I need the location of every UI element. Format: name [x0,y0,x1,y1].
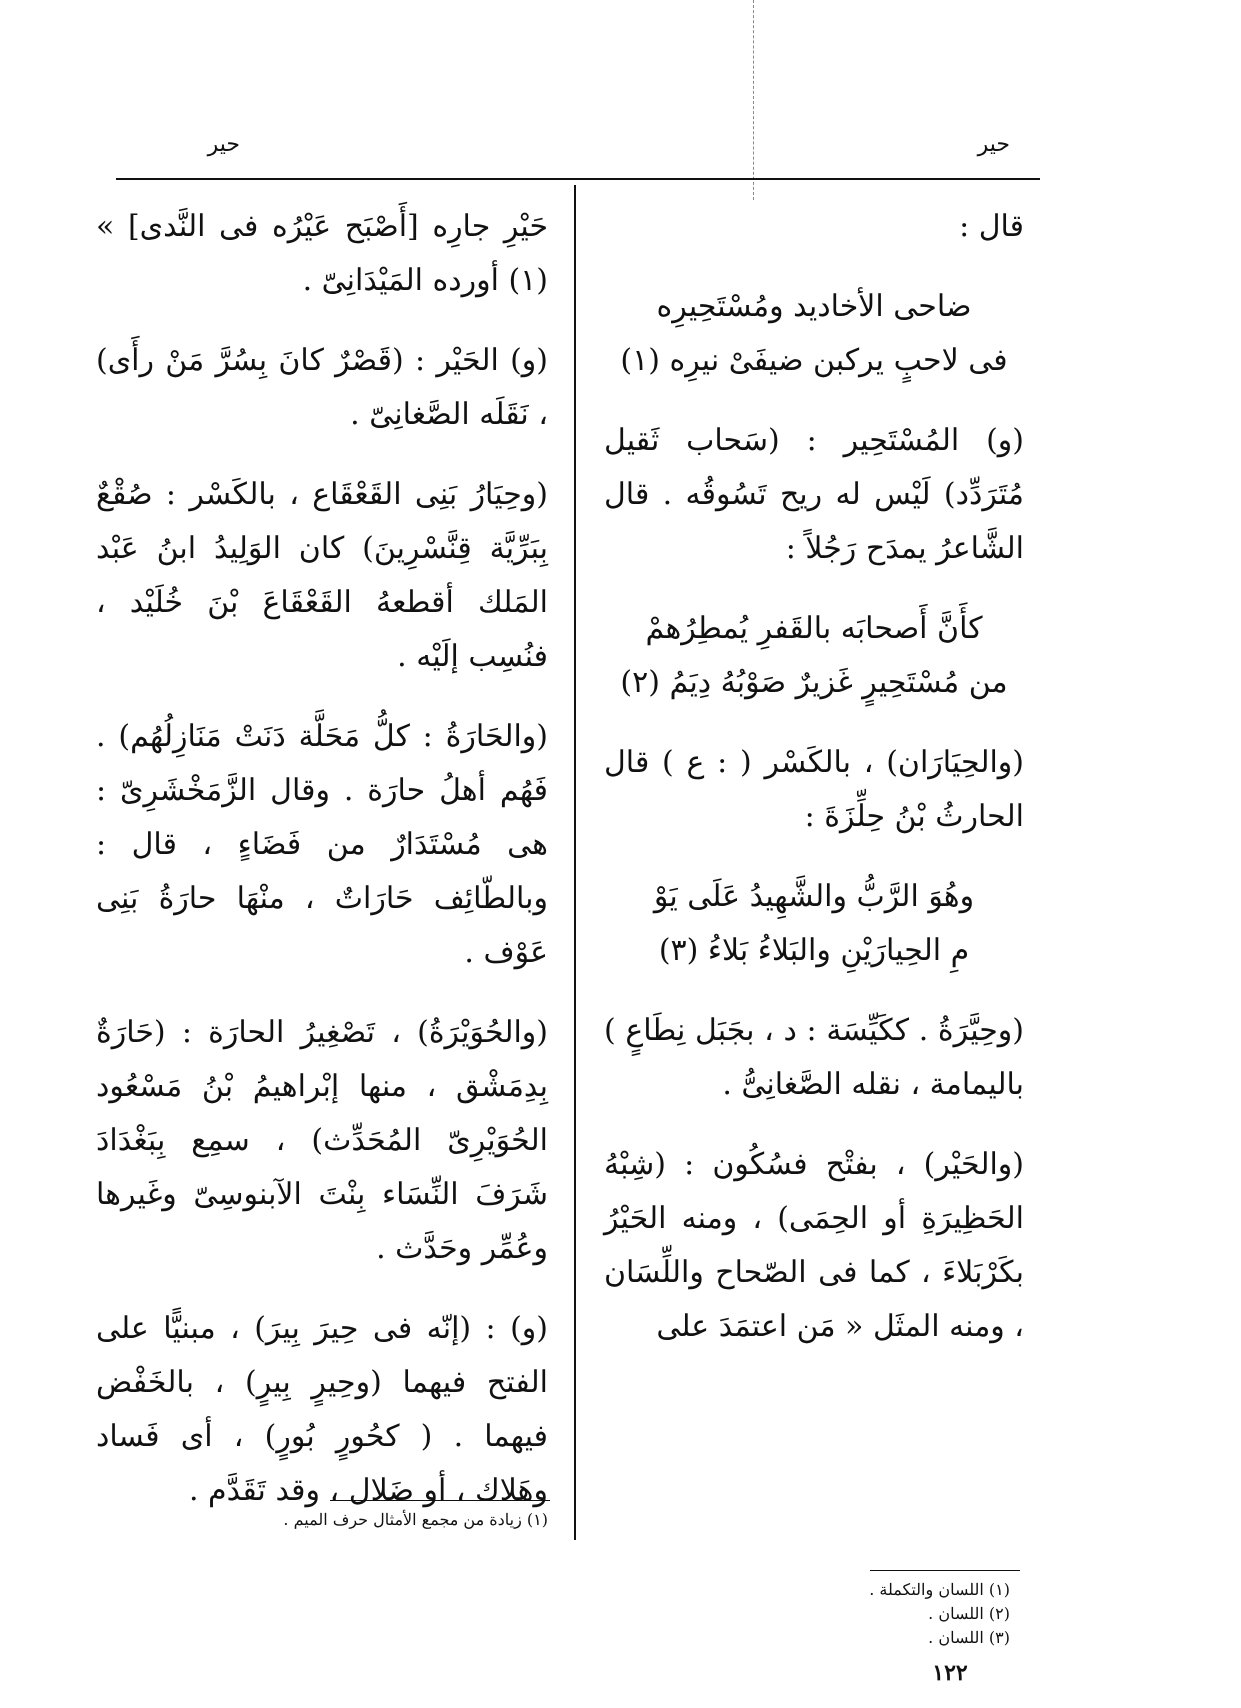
right-verse-3: وهُوَ الرَّبُّ والشَّهِيدُ عَلَى يَوْ مِ الحِيارَيْنِ والبَلاءُ بَلاءُ (٣) [653,879,975,968]
scan-fold-line [753,0,754,200]
footnote-item: (١) اللسان والتكملة . [869,1580,1010,1599]
right-column [604,200,1024,1380]
footnotes-left [150,1508,548,1532]
left-para-6: (و) : (إنّه فى حِيرَ بِيرَ) ، مبنيًّا على الفتح فيهما (وحِيرٍ بِيرٍ) ، بالخَفْض فيهما . ( كحُورٍ بُورٍ) ، أى فَساد وهَلاك ، أو ضَلال ، وقد تَقَدَّم . [96,1311,548,1508]
right-para-1: قال : [959,209,1024,244]
right-para-3: (والحِيَارَان) ، بالكَسْر ( : ع ) قال الحارثُ بْنُ حِلِّزَةَ : [604,745,1024,834]
left-para-2: (و) الحَيْر : (قَصْرٌ كانَ بِسُرَّ مَنْ رأَى) ، نَقَلَه الصَّغانِىّ . [96,343,548,432]
right-verse-2: كأَنَّ أَصحابَه بالقَفرِ يُمطِرُهمْ من مُسْتَحِيرٍ غَزيرٌ صَوْبُهُ دِيَمُ (٢) [620,611,1008,700]
footnote-item: (٣) اللسان . [928,1628,1010,1647]
column-divider [574,185,576,1540]
left-para-1: حَيْرِ جارِه [أَصْبَح عَيْرُه فى النَّدى] » (١) أورده المَيْدَانِىّ . [96,209,548,298]
footnotes-right [700,1578,1010,1650]
footnote-item: (٢) اللسان . [928,1604,1010,1623]
footnote-item: (١) زيادة من مجمع الأمثال حرف الميم . [283,1510,548,1529]
header-rule [116,178,1040,180]
page-number: ١٢٢ [932,1660,968,1686]
right-para-2: (و) المُسْتَحِير : (سَحاب ثَقيل مُتَرَدِّد) لَيْس له ريح تَسُوقُه . قال الشَّاعرُ يمدَح رَجُلاً : [604,423,1024,566]
left-para-3: (وحِيَارُ بَنِى القَعْقَاع ، بالكَسْر : صُقْعٌ بِبَرِّيَّة قِنَّسْرِينَ) كان الوَلِيدُ ابنُ عَبْد المَلك أقطعهُ القَعْقَاعَ بْنَ خُلَيْد ، فنُسِب إلَيْه . [96,477,548,674]
footnote-rule-right [870,1570,1020,1571]
running-header-right: حير [977,132,1010,157]
right-verse-1: ضاحى الأخاديد ومُسْتَحِيرِه فى لاحبٍ يركبن ضيفَىْ نيرِه (١) [620,289,1008,378]
left-column [96,200,548,1544]
right-para-5: (والحَيْر) ، بفتْح فسُكُون : (شِبْهُ الحَظِيرَةِ أو الحِمَى) ، ومنه الحَيْرُ بكَرْبَلاءَ ، كما فى الصّحاح واللِّسَان ، ومنه المثَل « مَن اعتمَدَ على [604,1147,1024,1344]
left-para-4: (والحَارَةُ : كلُّ مَحَلَّة دَنَتْ مَنَازِلُهُم) . فَهُم أهلُ حارَة . وقال الزَّمَخْشَرِىّ : هى مُسْتَدَارٌ من فَضَاءٍ ، قال : وبالطّائِف حَارَاتٌ ، منْهَا حارَةُ بَنِى عَوْف . [96,719,548,970]
right-para-4: (وحِيَّرَةُ . ككَيِّسَة : د ، بجَبَل نِطَاعٍ ) باليمامة ، نقله الصَّغانِىُّ . [604,1013,1024,1102]
running-header-left: حير [207,132,240,157]
left-para-5: (والحُوَيْرَةُ) ، تَصْغِيرُ الحارَة : (حَارَةٌ بِدِمَشْق ، منها إبْراهيمُ بْنُ مَسْعُود الحُوَيْرِىّ المُحَدِّث) ، سمِع بِبَغْدَادَ شَرَفَ النِّسَاء بِنْتَ الآبنوسِىّ وغَيرها وعُمِّر وحَدَّث . [96,1015,548,1266]
footnote-rule-left [330,1500,550,1501]
